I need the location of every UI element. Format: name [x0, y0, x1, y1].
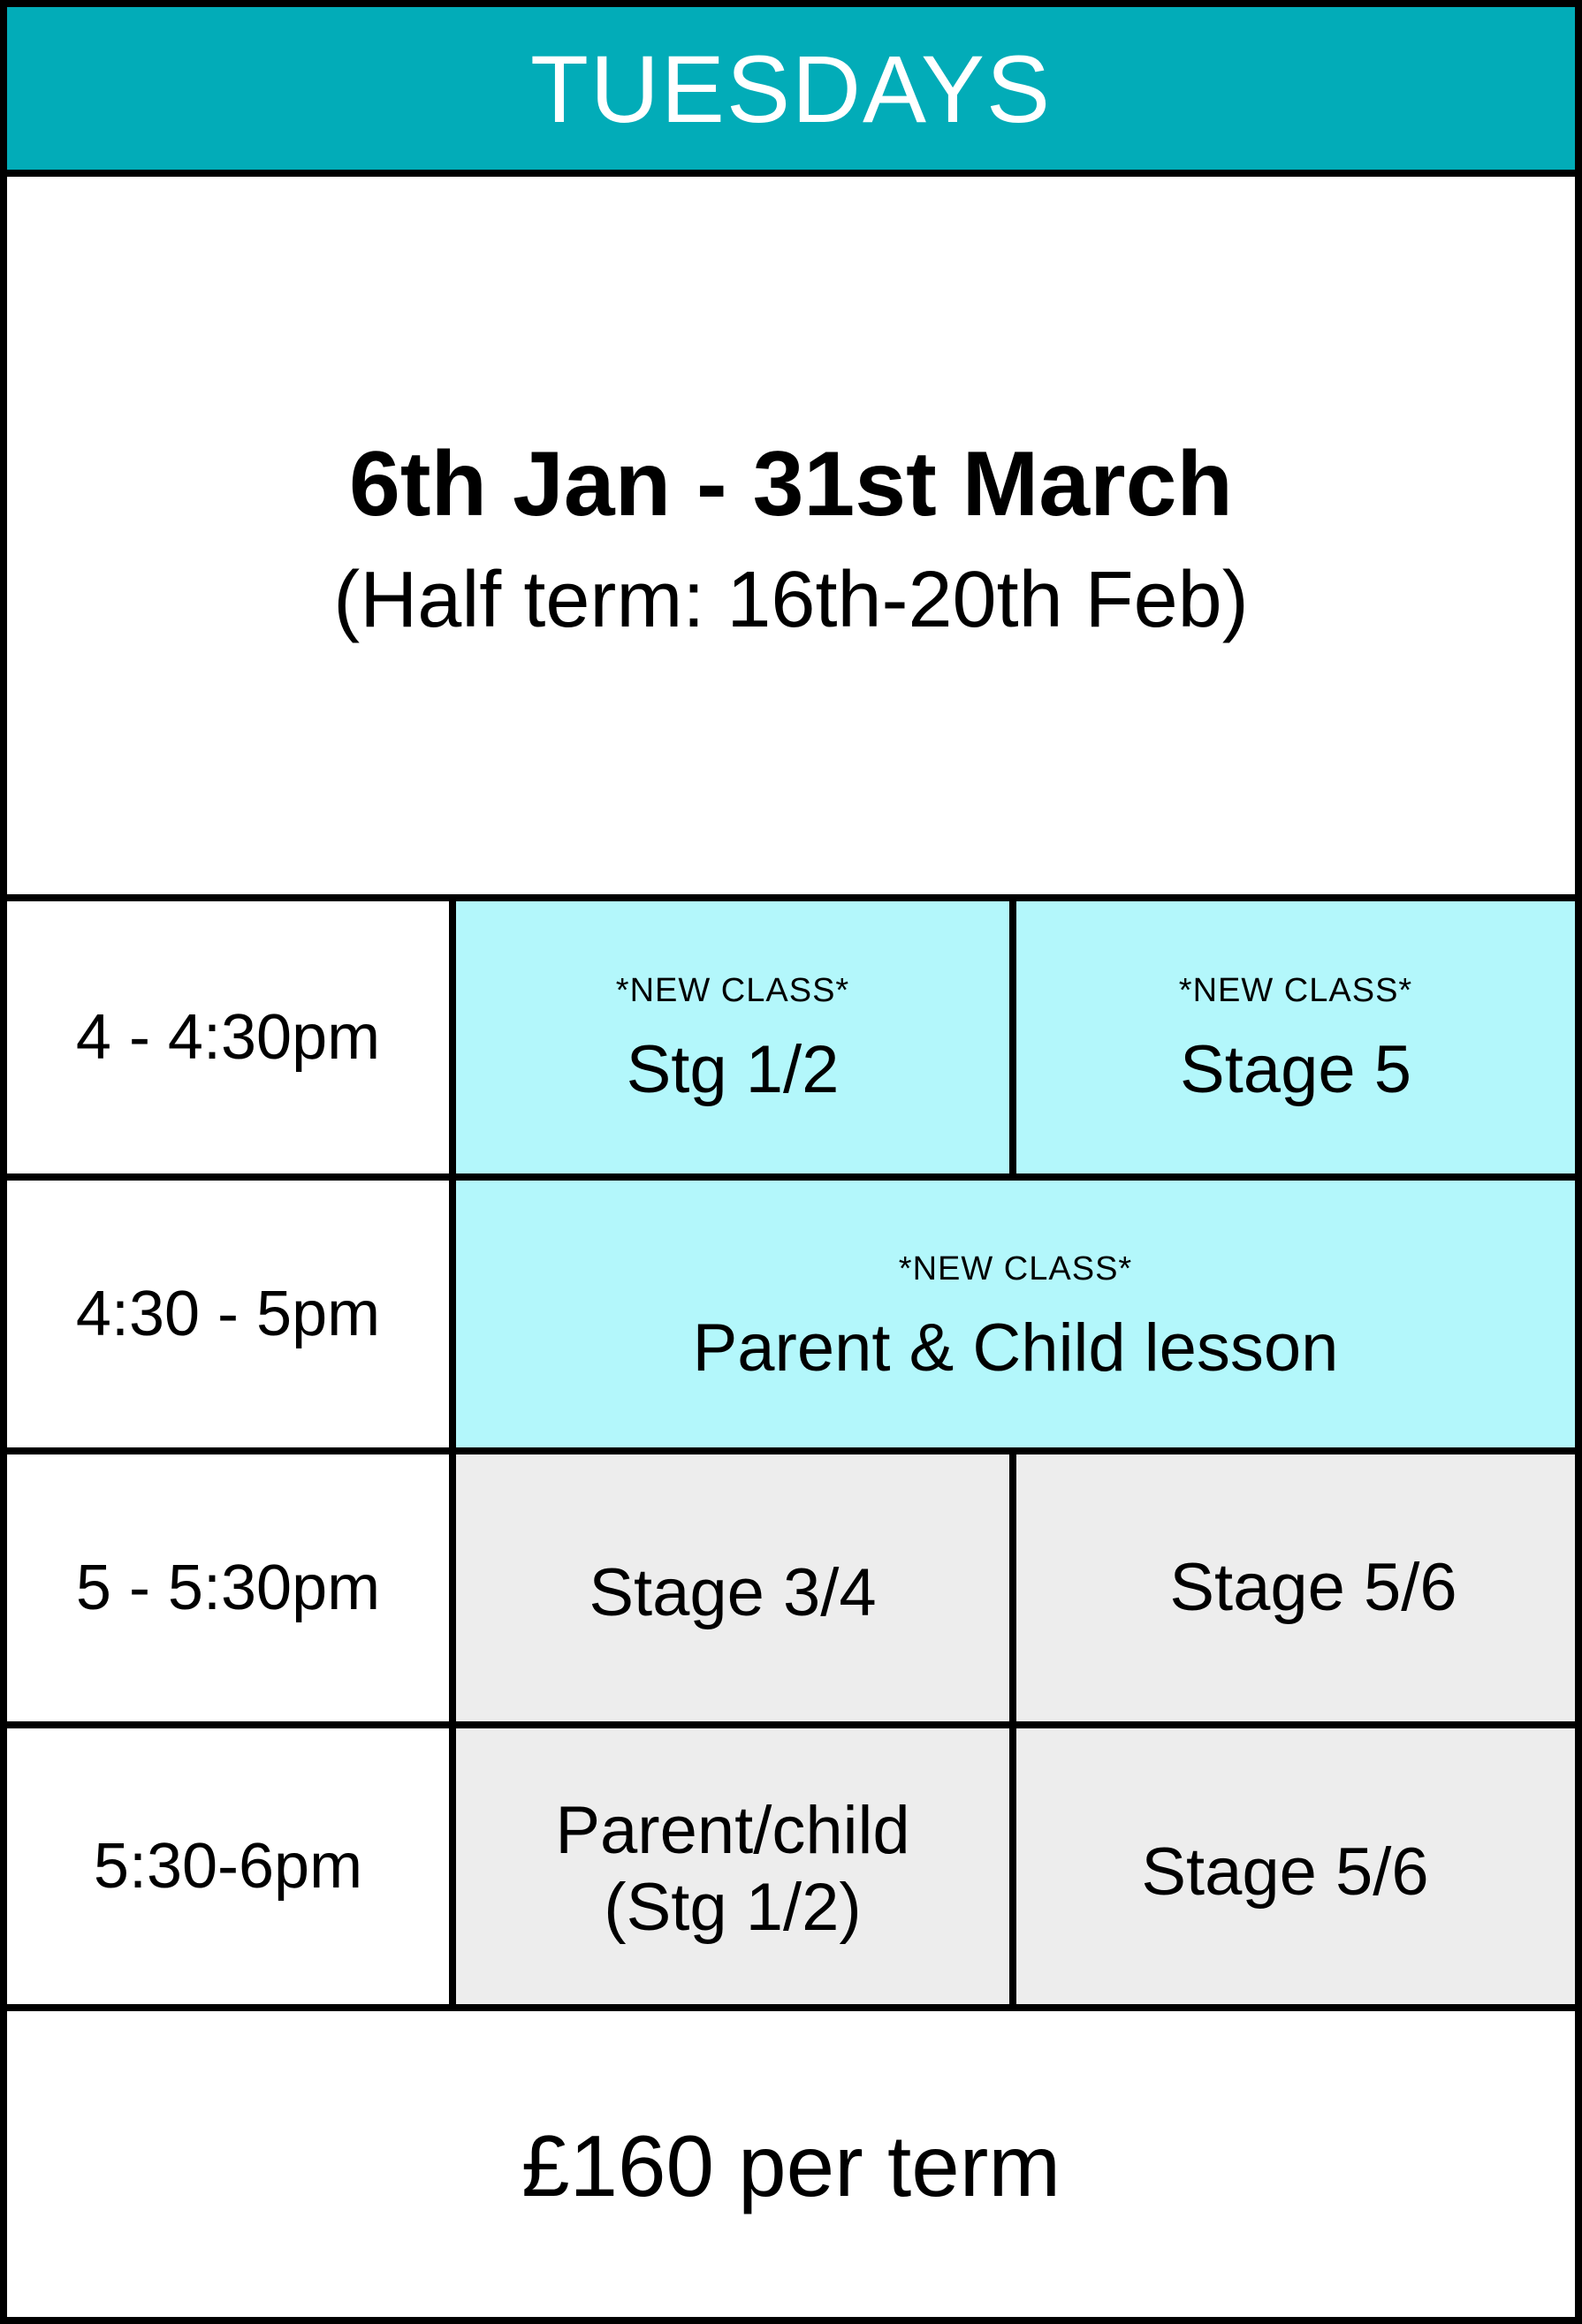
class-cell-stage-5: [1016, 901, 1575, 1173]
time-slot-4: [7, 1728, 449, 2004]
class-cell-parent-child-stg: [456, 1728, 1009, 2004]
new-class-badge: *NEW CLASS*: [1178, 971, 1413, 1009]
class-label: Stage 5/6: [1169, 1550, 1457, 1626]
class-label-line-2: (Stg 1/2): [604, 1870, 862, 1945]
day-header: [7, 7, 1575, 170]
class-cell-stage-5-6: [1016, 1454, 1575, 1721]
class-cell-stage-3-4: [456, 1454, 1009, 1721]
class-cell-stg-1-2: [456, 901, 1009, 1173]
time-label: 5:30-6pm: [93, 1831, 363, 1902]
divider: [1009, 894, 1016, 1181]
class-cell-stage-5-6: [1016, 1728, 1575, 2004]
class-cell-parent-child: [456, 1181, 1575, 1447]
new-class-badge: *NEW CLASS*: [898, 1249, 1133, 1287]
class-label: Stage 5: [1180, 1031, 1411, 1107]
class-label: Parent & Child lesson: [692, 1310, 1339, 1386]
divider: [0, 1721, 1582, 1728]
divider: [0, 1173, 1582, 1181]
divider: [0, 894, 1582, 901]
price-footer: [7, 2011, 1575, 2317]
time-label: 4:30 - 5pm: [75, 1279, 381, 1349]
divider: [449, 894, 456, 2011]
time-slot-1: [7, 901, 449, 1173]
day-title: TUESDAYS: [529, 34, 1053, 142]
divider: [1009, 1447, 1016, 2011]
class-label-line-1: Parent/child: [555, 1792, 910, 1868]
term-price: £160 per term: [521, 2116, 1061, 2214]
class-label: Stg 1/2: [626, 1031, 840, 1107]
term-dates-section: [7, 177, 1575, 891]
divider: [0, 170, 1582, 177]
time-label: 5 - 5:30pm: [75, 1553, 381, 1623]
class-label: Stage 3/4: [589, 1555, 877, 1631]
divider: [0, 1447, 1582, 1454]
time-slot-3: [7, 1454, 449, 1721]
term-dates: 6th Jan - 31st March: [349, 433, 1233, 535]
new-class-badge: *NEW CLASS*: [615, 971, 850, 1009]
divider: [0, 2004, 1582, 2011]
time-label: 4 - 4:30pm: [75, 1002, 381, 1073]
class-label: Stage 5/6: [1141, 1834, 1429, 1910]
time-slot-2: [7, 1181, 449, 1447]
half-term-note: (Half term: 16th-20th Feb): [333, 556, 1249, 644]
